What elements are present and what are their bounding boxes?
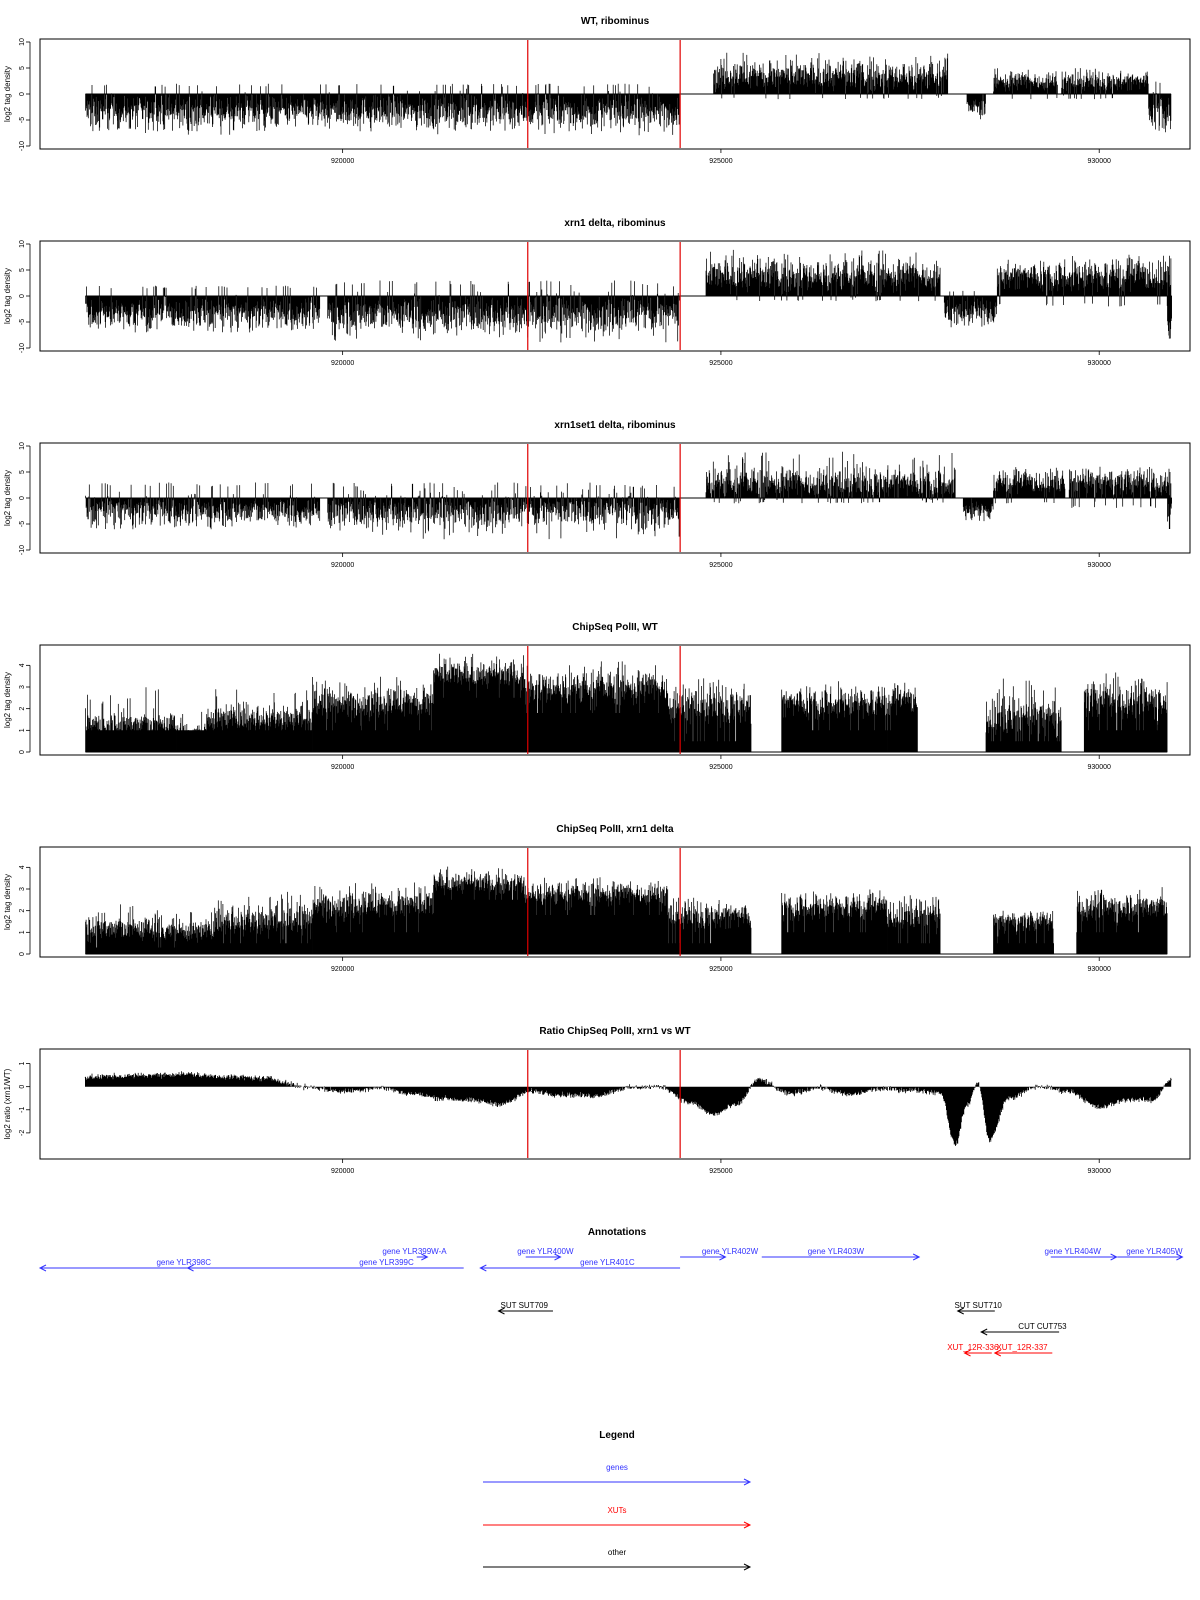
panel-6-point: [819, 1087, 820, 1088]
feature-sut-sut710[interactable]: [954, 1301, 1002, 1314]
chart-panels: [3, 16, 1190, 1175]
panel-5-xtick-label: 920000: [330, 966, 355, 973]
feature-cut-cut753[interactable]: [981, 1322, 1067, 1335]
panel-6-ylabel: log2 ratio (xrn1/WT): [3, 1068, 12, 1140]
annotation-track: [40, 1227, 1183, 1356]
panel-2-ytick-label: 10: [19, 240, 26, 248]
legend-label: other: [607, 1548, 627, 1557]
panel-4-y-axis: [19, 663, 30, 754]
panel-4-segment-5-bars: [434, 654, 524, 752]
panel-6-point: [1008, 1098, 1009, 1099]
panel-1: [3, 16, 1190, 165]
panel-6-frame: [40, 1049, 1190, 1159]
panel-6-point: [660, 1086, 661, 1087]
panel-6-point: [879, 1088, 880, 1089]
panel-3-xtick-label: 920000: [330, 562, 355, 569]
panel-4-segment-4: [313, 677, 434, 752]
panel-1-series: [85, 53, 1171, 136]
panel-3-series: [85, 452, 1171, 539]
panel-6-point: [213, 1076, 214, 1077]
panel-3-segment-3-bars: [706, 452, 955, 503]
panel-4-xtick-label: 925000: [709, 764, 733, 771]
annotation-features: [40, 1247, 1183, 1356]
annotations-title: Annotations: [587, 1227, 647, 1238]
panel-2-segment-7: [1168, 296, 1172, 339]
feature-label: gene YLR399C: [359, 1258, 414, 1267]
legend-item-xuts: [483, 1506, 750, 1528]
panel-6-ytick-label: 1: [19, 1061, 26, 1066]
panel-3-segment-5: [994, 467, 1065, 503]
panel-1-ytick-label: 5: [19, 66, 26, 70]
panel-1-ytick-label: 10: [19, 38, 26, 46]
feature-label: SUT SUT709: [500, 1301, 548, 1310]
panel-6-point: [380, 1087, 381, 1088]
panel-4-segment-5: [434, 654, 524, 752]
legend-item-genes: [483, 1463, 750, 1485]
feature-gene-ylr400w[interactable]: [517, 1247, 574, 1260]
feature-gene-ylr402w[interactable]: [680, 1247, 759, 1260]
panel-6-point: [592, 1095, 593, 1096]
panel-6-point: [909, 1090, 910, 1091]
panel-4-ytick-label: 2: [19, 706, 26, 711]
panel-4-ytick-label: 4: [19, 663, 26, 668]
panel-4-segment-1: [86, 687, 176, 752]
panel-5-segment-5: [434, 867, 524, 954]
panel-3-segment-6: [1069, 467, 1171, 508]
panel-4-segment-3: [207, 689, 312, 752]
panel-1-ylabel: log2 tag density: [3, 65, 12, 123]
panel-5-segment-8: [782, 890, 887, 955]
panel-6-point: [989, 1139, 990, 1140]
panel-1-ytick-label: 0: [19, 92, 26, 96]
panel-4-segment-9-bars: [888, 683, 918, 752]
legend-title: Legend: [599, 1430, 635, 1441]
panel-1-x-axis: [331, 149, 1111, 165]
panel-1-title: WT, ribominus: [580, 16, 650, 27]
panel-1-segment-7-bars: [1149, 82, 1171, 133]
panel-3-segment-4-bars: [963, 498, 993, 521]
panel-5-segment-6: [524, 877, 667, 954]
panel-6-xtick-label: 925000: [709, 1168, 733, 1175]
panel-2-xtick-label: 920000: [330, 360, 355, 367]
panel-3-ytick-label: 0: [19, 496, 26, 500]
feature-label: gene YLR403W: [807, 1247, 865, 1256]
feature-label: gene YLR399W-A: [382, 1247, 447, 1256]
panel-1-segment-4: [967, 94, 986, 119]
panel-6-point: [85, 1077, 86, 1078]
panel-6-point: [1068, 1091, 1069, 1092]
panel-6-series: [85, 1071, 1172, 1146]
panel-1-xtick-label: 920000: [330, 158, 355, 165]
feature-label: gene YLR404W: [1044, 1247, 1101, 1256]
panel-4-ytick-label: 1: [19, 728, 26, 733]
panel-4-segment-11: [1084, 673, 1167, 753]
panel-6-point: [849, 1094, 850, 1095]
panel-4: [3, 622, 1190, 771]
panel-1-ytick-label: -5: [19, 116, 26, 124]
panel-5-segment-11-bars: [1077, 887, 1167, 954]
feature-label: gene YLR401C: [580, 1258, 635, 1267]
panel-5-xtick-label: 930000: [1087, 966, 1111, 973]
panel-6-y-axis: [19, 1062, 30, 1136]
panel-6-point: [501, 1103, 502, 1104]
panel-2-ytick-label: -5: [19, 318, 26, 326]
panel-3-segment-6-bars: [1069, 467, 1171, 508]
panel-5-ytick-label: 1: [19, 930, 26, 935]
panel-3-ytick-label: 10: [19, 442, 26, 450]
legend: [483, 1430, 750, 1570]
panel-3-x-axis: [331, 553, 1111, 569]
feature-gene-ylr398c[interactable]: [40, 1258, 316, 1271]
panel-2-ytick-label: 0: [19, 294, 26, 298]
panel-2-segment-6: [1062, 255, 1171, 307]
panel-5-ytick-label: 2: [19, 908, 26, 913]
panel-3-segment-3: [706, 452, 955, 503]
panel-6-ytick-label: -1: [19, 1106, 26, 1113]
panel-4-segment-2-bars: [176, 712, 206, 752]
panel-5-segment-6-bars: [524, 877, 667, 954]
panel-2-segment-2: [328, 281, 679, 343]
panel-6-ytick-label: -2: [19, 1129, 26, 1137]
panel-4-ylabel: log2 tag density: [3, 671, 12, 729]
panel-5-segment-1-bars: [86, 904, 176, 954]
panel-6-point: [115, 1076, 116, 1077]
feature-gene-ylr403w[interactable]: [762, 1247, 919, 1260]
panel-5-segment-4-bars: [313, 883, 434, 955]
panel-6-point: [1152, 1100, 1153, 1101]
panel-4-x-axis: [331, 755, 1111, 771]
panel-5-segment-10: [994, 911, 1054, 954]
panel-5-segment-3: [214, 892, 312, 954]
feature-gene-ylr401c[interactable]: [480, 1258, 680, 1271]
panel-4-xtick-label: 930000: [1087, 764, 1111, 771]
panel-1-y-axis: [19, 38, 30, 151]
panel-6-point: [471, 1100, 472, 1101]
feature-label: gene YLR398C: [156, 1258, 212, 1267]
panel-6-point: [342, 1091, 343, 1092]
panel-2-segment-3-bars: [706, 250, 940, 301]
feature-gene-ylr405w[interactable]: [1117, 1247, 1183, 1260]
panel-1-segment-2: [528, 84, 679, 136]
panel-2-title: xrn1 delta, ribominus: [564, 218, 666, 229]
panel-4-segment-10: [986, 679, 1061, 752]
panel-5-series: [85, 867, 1167, 954]
panel-6-point: [788, 1093, 789, 1094]
panel-2-y-axis: [19, 240, 30, 353]
panel-4-ytick-label: 3: [19, 685, 26, 689]
panel-2-xtick-label: 930000: [1087, 360, 1111, 367]
panel-5-segment-9: [888, 895, 941, 954]
panel-5: [3, 824, 1190, 973]
panel-4-title: ChipSeq PolII, WT: [572, 622, 658, 633]
panel-2-segment-2-bars: [328, 281, 679, 343]
panel-2-segment-4: [944, 291, 997, 327]
panel-4-segment-8: [782, 681, 887, 752]
panel-6-point: [713, 1114, 714, 1115]
panel-1-segment-7: [1149, 82, 1171, 133]
panel-5-segment-11: [1077, 887, 1167, 954]
panel-6-point: [978, 1083, 979, 1084]
panel-3-segment-1-bars: [86, 483, 320, 530]
panel-5-ylabel: log2 tag density: [3, 873, 12, 931]
panel-6-point: [758, 1079, 759, 1080]
panel-5-segment-2: [176, 912, 213, 954]
panel-5-x-axis: [331, 957, 1111, 973]
panel-4-segment-8-bars: [782, 681, 887, 752]
panel-2-ytick-label: 5: [19, 268, 26, 272]
panel-3-title: xrn1set1 delta, ribominus: [554, 420, 676, 431]
panel-4-ytick-label: 0: [19, 750, 26, 754]
panel-6-point: [690, 1102, 691, 1103]
panel-4-segment-6-bars: [524, 661, 667, 752]
legend-label: genes: [606, 1463, 628, 1472]
feature-xut-12r-336[interactable]: [947, 1343, 999, 1356]
panel-6-point: [183, 1073, 184, 1074]
panel-2-x-axis: [331, 351, 1111, 367]
panel-5-xtick-label: 925000: [709, 966, 733, 973]
panel-3-segment-1: [86, 483, 320, 530]
feature-label: CUT CUT753: [1018, 1322, 1067, 1331]
panel-2-ytick-label: -10: [19, 342, 26, 354]
panel-2-xtick-label: 925000: [709, 360, 733, 367]
panel-6-point: [1129, 1099, 1130, 1100]
panel-3-segment-5-bars: [994, 467, 1065, 503]
panel-4-series: [85, 654, 1167, 752]
feature-gene-ylr404w[interactable]: [1045, 1247, 1117, 1260]
panel-6-point: [1170, 1079, 1171, 1080]
panel-2-segment-5: [997, 260, 1061, 306]
panel-2-series: [85, 250, 1171, 343]
feature-label: gene YLR402W: [701, 1247, 759, 1256]
panel-3-segment-7-bars: [1168, 498, 1172, 529]
panel-3-segment-4: [963, 498, 993, 521]
panel-3-ytick-label: 5: [19, 470, 26, 474]
panel-2: [3, 218, 1190, 367]
panel-2-segment-4-bars: [944, 291, 997, 327]
panel-4-segment-1-bars: [86, 687, 176, 752]
panel-1-xtick-label: 925000: [709, 158, 733, 165]
panel-6-point: [440, 1098, 441, 1099]
panel-6-area: [85, 1071, 1170, 1146]
legend-label: XUTs: [607, 1506, 627, 1515]
panel-6-point: [735, 1105, 736, 1106]
panel-4-segment-4-bars: [313, 677, 434, 752]
panel-1-segment-4-bars: [967, 94, 986, 119]
panel-2-segment-1: [86, 286, 320, 333]
panel-2-segment-5-bars: [997, 260, 1061, 306]
panel-3-ytick-label: -10: [19, 544, 26, 556]
panel-4-xtick-label: 920000: [330, 764, 355, 771]
panel-6-xtick-label: 920000: [330, 1168, 355, 1175]
panel-5-segment-3-bars: [214, 892, 312, 954]
panel-4-segment-11-bars: [1084, 673, 1167, 753]
panel-5-segment-5-bars: [434, 867, 524, 954]
panel-6-point: [244, 1077, 245, 1078]
panel-6-point: [153, 1075, 154, 1076]
legend-items: [483, 1463, 750, 1570]
panel-5-ytick-label: 3: [19, 887, 26, 891]
panel-3-segment-7: [1168, 498, 1172, 529]
panel-1-xtick-label: 930000: [1087, 158, 1111, 165]
panel-6-point: [940, 1092, 941, 1093]
panel-6-point: [304, 1086, 305, 1087]
panel-5-segment-1: [86, 904, 176, 954]
panel-3-y-axis: [19, 442, 30, 555]
panel-6-ytick-label: 0: [19, 1084, 26, 1089]
panel-4-segment-3-bars: [207, 689, 312, 752]
panel-5-segment-4: [313, 883, 434, 955]
panel-6-point: [531, 1091, 532, 1092]
panel-5-title: ChipSeq PolII, xrn1 delta: [556, 824, 674, 835]
panel-5-segment-8-bars: [782, 890, 887, 955]
panel-6-title: Ratio ChipSeq PolII, xrn1 vs WT: [539, 1026, 691, 1037]
panel-6-point: [266, 1078, 267, 1079]
panel-3-ytick-label: -5: [19, 520, 26, 528]
panel-1-segment-3: [714, 53, 948, 99]
panel-2-segment-1-bars: [86, 286, 320, 333]
panel-3-xtick-label: 930000: [1087, 562, 1111, 569]
panel-6-point: [1099, 1107, 1100, 1108]
legend-item-other: [483, 1548, 750, 1570]
panel-6-point: [630, 1087, 631, 1088]
panel-5-ytick-label: 0: [19, 952, 26, 956]
panel-3-xtick-label: 925000: [709, 562, 733, 569]
panel-2-segment-6-bars: [1062, 255, 1171, 307]
panel-4-segment-10-bars: [986, 679, 1061, 752]
panel-5-segment-10-bars: [994, 911, 1054, 954]
panel-5-segment-9-bars: [888, 895, 941, 954]
feature-label: XUT_12R-337: [996, 1343, 1048, 1352]
feature-label: gene YLR400W: [517, 1247, 574, 1256]
panel-6-point: [966, 1105, 967, 1106]
panel-3-segment-2-bars: [328, 483, 679, 540]
panel-3: [3, 420, 1190, 569]
panel-5-y-axis: [19, 865, 30, 956]
panel-6-xtick-label: 930000: [1087, 1168, 1111, 1175]
panel-1-segment-1-bars: [86, 84, 528, 135]
panel-4-segment-6: [524, 661, 667, 752]
panel-1-segment-3-bars: [714, 53, 948, 99]
panel-6-point: [1038, 1086, 1039, 1087]
feature-label: gene YLR405W: [1126, 1247, 1183, 1256]
panel-4-segment-2: [176, 712, 206, 752]
panel-6-x-axis: [331, 1159, 1111, 1175]
panel-6-point: [410, 1093, 411, 1094]
panel-2-ylabel: log2 tag density: [3, 267, 12, 325]
feature-label: XUT_12R-336: [947, 1343, 999, 1352]
panel-1-segment-2-bars: [528, 84, 679, 136]
panel-2-segment-3: [706, 250, 940, 301]
panel-6: [3, 1026, 1190, 1175]
panel-3-segment-2: [328, 483, 679, 540]
panel-5-segment-2-bars: [176, 912, 213, 954]
panel-1-ytick-label: -10: [19, 140, 26, 152]
feature-label: SUT SUT710: [954, 1301, 1002, 1310]
feature-sut-sut709[interactable]: [498, 1301, 552, 1314]
panel-4-segment-9: [888, 683, 918, 752]
panel-6-point: [955, 1144, 956, 1145]
panel-3-ylabel: log2 tag density: [3, 469, 12, 527]
panel-6-point: [561, 1094, 562, 1095]
panel-1-segment-1: [86, 84, 528, 135]
panel-2-segment-7-bars: [1168, 296, 1172, 339]
feature-xut-12r-337[interactable]: [995, 1343, 1053, 1356]
panel-5-ytick-label: 4: [19, 865, 26, 870]
